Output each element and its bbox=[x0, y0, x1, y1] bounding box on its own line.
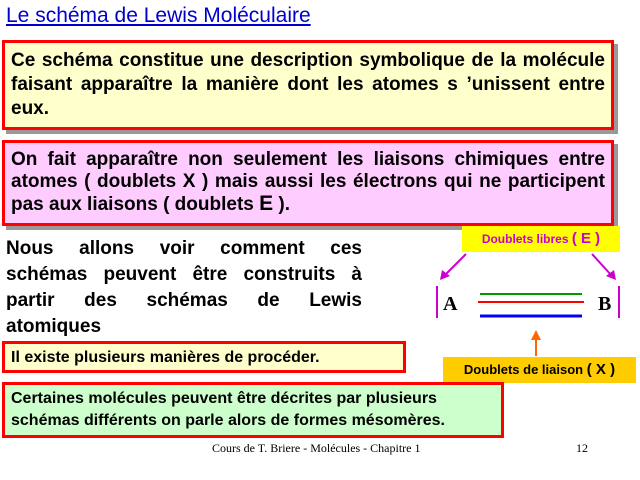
lewis-diagram bbox=[420, 250, 640, 360]
methods-box bbox=[2, 341, 406, 373]
mesomeric-box bbox=[2, 382, 504, 438]
definition-text: Ce schéma constitue une description symbolique de la molécule faisant apparaître la manière dont les atomes s ’unissent entre eux. bbox=[11, 50, 605, 119]
mesomeric-text: Certaines molécules peuvent être décrites par plusieurs schémas différents on parle alors de formes mésomères. bbox=[11, 390, 445, 429]
arrowhead-bond-icon bbox=[531, 330, 541, 340]
free-doublets-label bbox=[462, 226, 620, 252]
footer-course: Cours de T. Briere - Molécules - Chapitre 1 bbox=[212, 441, 421, 455]
bond-doublets-text: Doublets de liaison bbox=[463, 362, 584, 377]
intro-paragraph: Nous allons voir comment ces schémas peuvent être construits à partir des schémas de Lewis atomiques bbox=[6, 238, 362, 337]
arrow-free-left bbox=[444, 254, 466, 276]
doublets-text: On fait apparaître non seulement les liaisons chimiques entre atomes ( doublets X ) mais aussi les électrons qui ne participent pas aux liaisons ( doublets bbox=[11, 149, 605, 215]
page-title: Le schéma de Lewis Moléculaire bbox=[6, 4, 311, 27]
doublets-text-end: ). bbox=[273, 194, 291, 215]
footer-page-number: 12 bbox=[576, 441, 588, 455]
bond-doublets-symbol: ( X ) bbox=[586, 361, 616, 378]
atom-a: A bbox=[443, 293, 458, 315]
atom-b: B bbox=[598, 293, 612, 315]
methods-text: Il existe plusieurs manières de procéder. bbox=[11, 349, 320, 366]
arrow-free-right bbox=[592, 254, 612, 276]
free-doublets-symbol: ( E ) bbox=[571, 230, 601, 247]
doublets-e-symbol: E bbox=[259, 192, 274, 215]
bond-doublets-label bbox=[443, 357, 636, 383]
free-doublets-text: Doublets libres bbox=[481, 232, 569, 246]
definition-box bbox=[2, 40, 614, 130]
doublets-box bbox=[2, 140, 614, 226]
